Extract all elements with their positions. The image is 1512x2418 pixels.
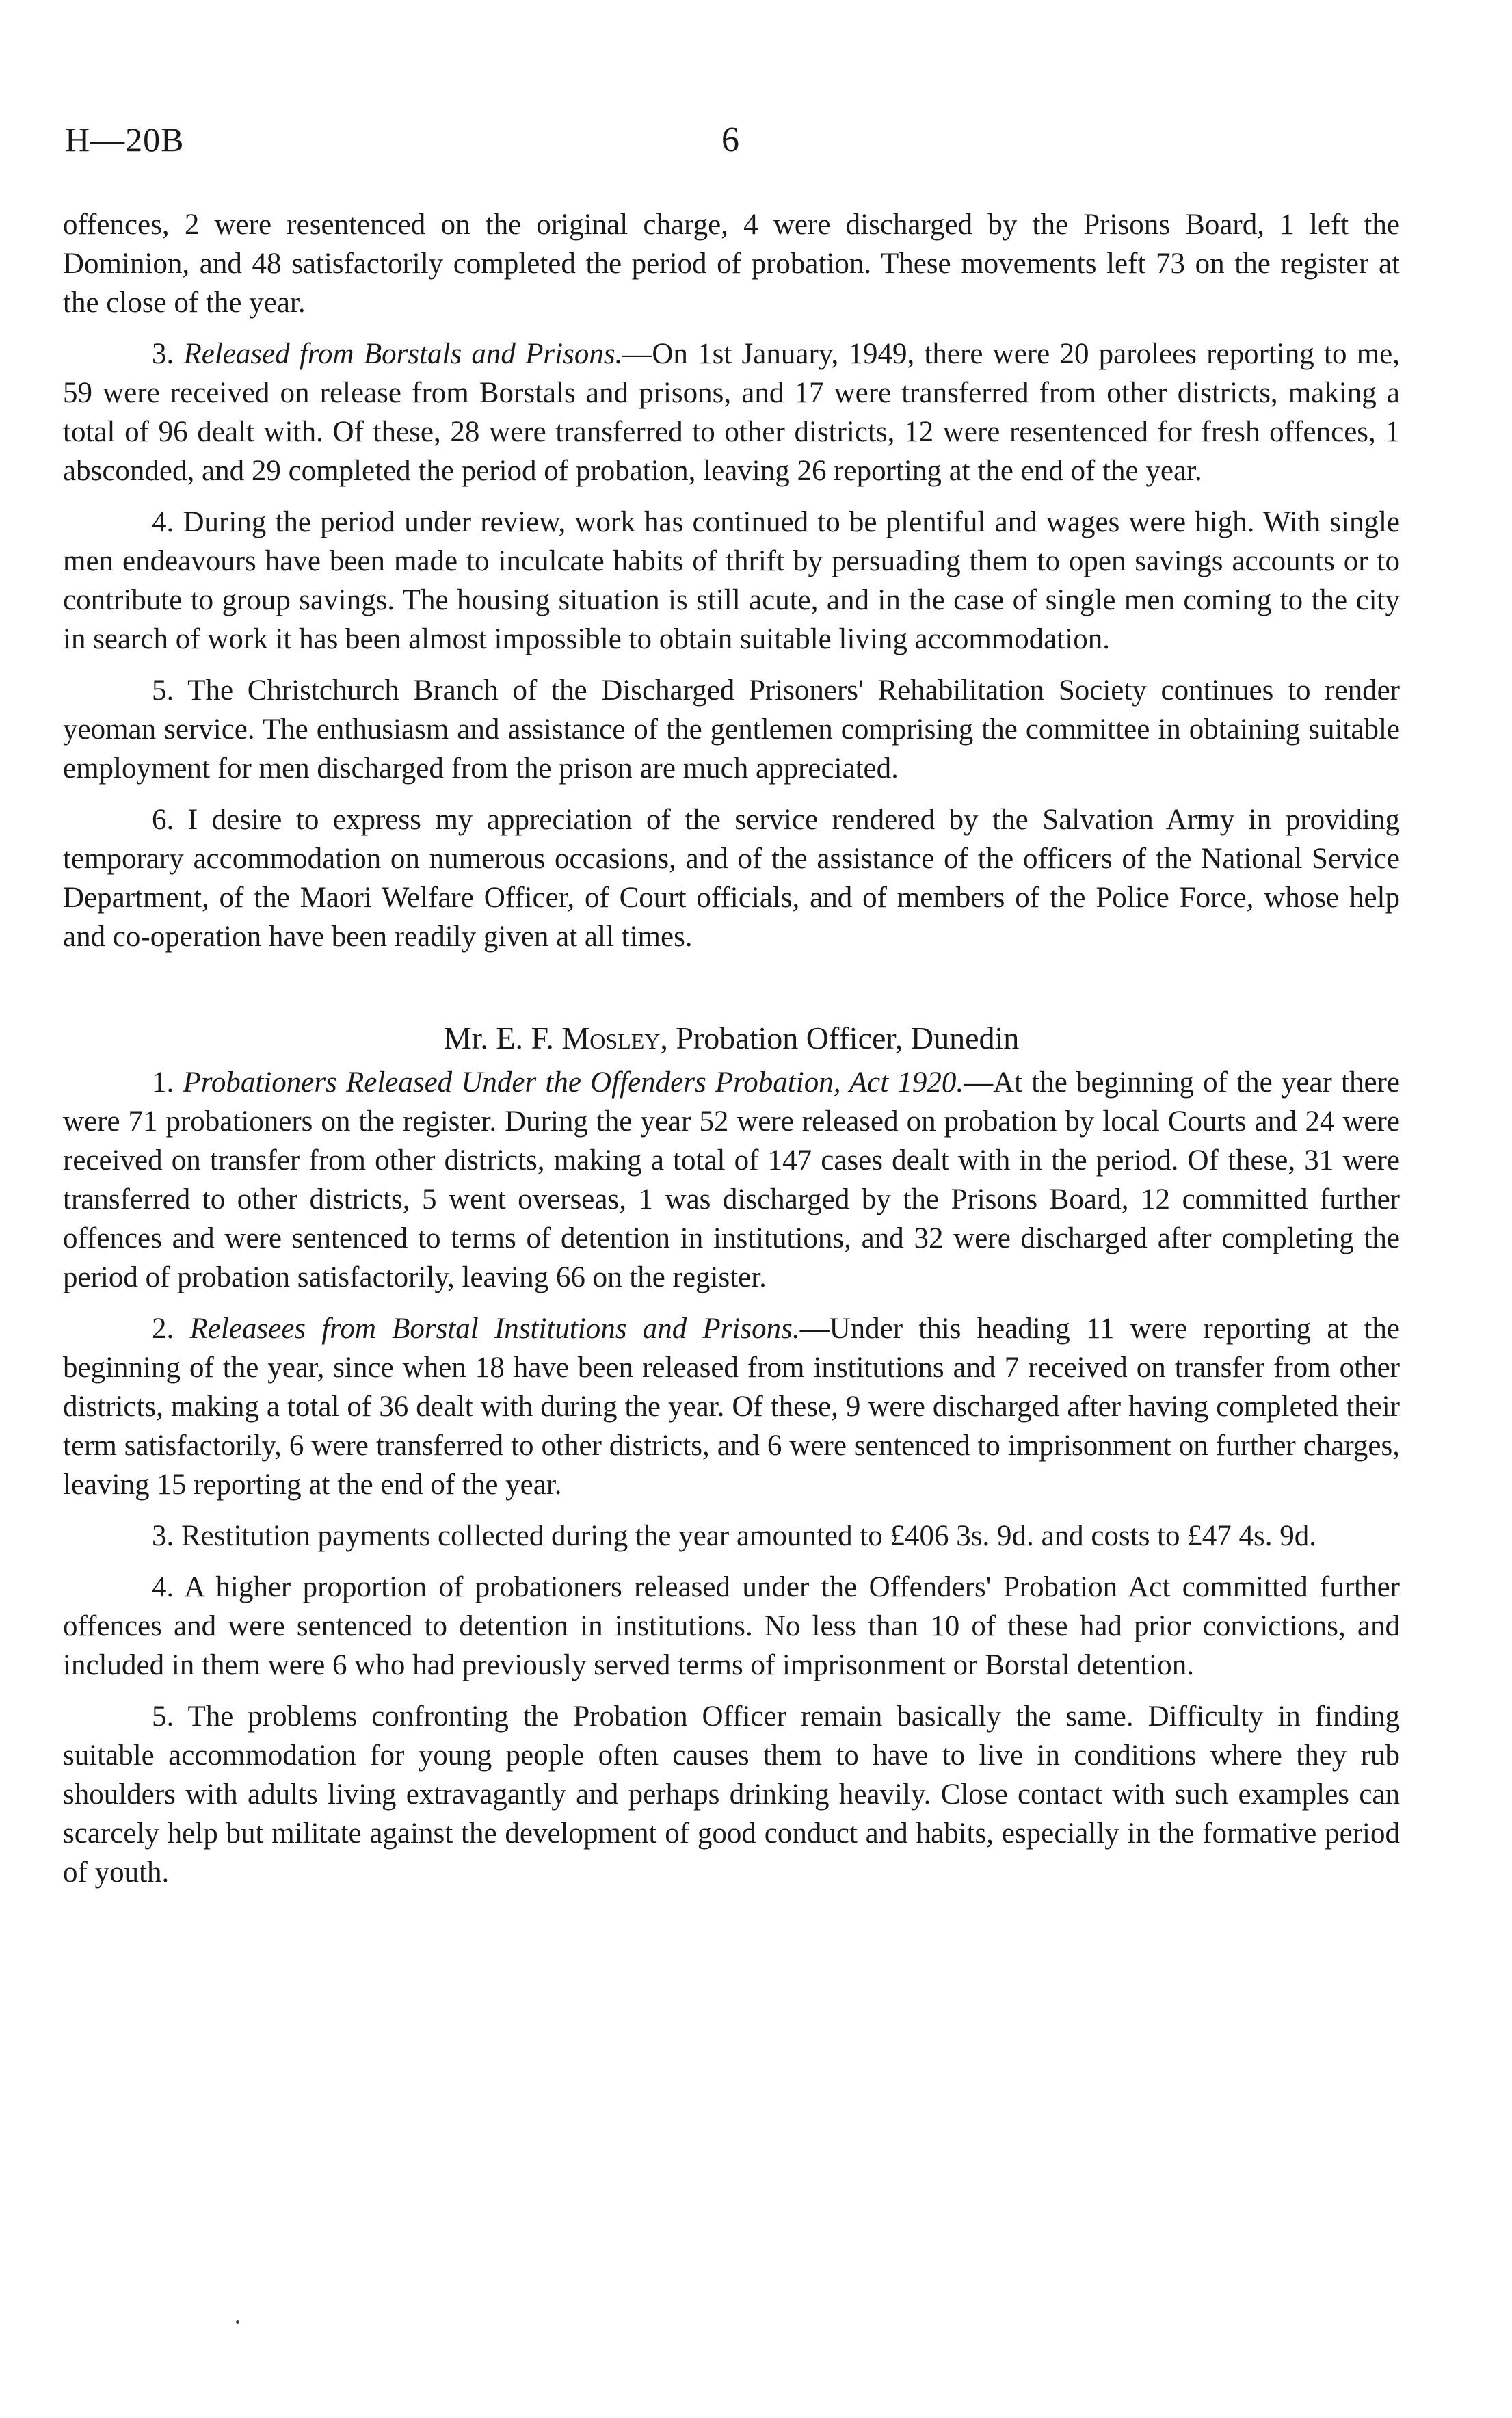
paragraph-text: 3. Restitution payments collected during the year amounted to £406 3s. 9d. and costs to £47 4s. 9d. <box>152 1520 1317 1552</box>
paragraph-number: 1. <box>152 1066 174 1099</box>
section-heading-suffix: , Probation Officer, Dunedin <box>660 1021 1020 1055</box>
paragraph-problems <box>63 1697 1400 1892</box>
end-mark-dot <box>236 2320 239 2324</box>
paragraph-text: offences, 2 were resentenced on the original charge, 4 were discharged by the Prisons Board, 1 left the Dominion, and 48 satisfactorily completed the period of probation. These movements left 73 on the register at the close of the year. <box>63 209 1400 319</box>
paragraph-number: 2. <box>152 1313 174 1345</box>
paragraph-text: 5. The problems confronting the Probation Officer remain basically the same. Difficulty in finding suitable accommodation for young people often causes them to have to live in conditions where they rub shoulders with adults living extravagantly and perhaps drinking heavily. Close contact with such examples can scarcely help but militate against the development of good conduct and habits, especially in the formative period of youth. <box>63 1700 1400 1889</box>
document-body <box>63 205 1400 1904</box>
paragraph-appreciation <box>63 800 1400 956</box>
paragraph-text: —Under this heading 11 were reporting at the beginning of the year, since when 18 have been released from institutions and 7 received on transfer from other districts, making a total of 36 dealt with during the year. Of these, 9 were discharged after having completed their term satisfactorily, 6 were transferred to other districts, and 6 were sentenced to imprisonment on further charges, leaving 15 reporting at the end of the year. <box>63 1313 1401 1501</box>
paragraph-text: —At the beginning of the year there were 71 probationers on the register. During the year 52 were released on probation by local Courts and 24 were received on transfer from other districts, making a total of 147 cases dealt with in the period. Of these, 31 were transferred to other districts, 5 went overseas, 1 was discharged by the Prisons Board, 12 committed further offences and were sentenced to terms of detention in institutions, and 32 were discharged after completing the period of probation satisfactorily, leaving 66 on the register. <box>63 1066 1400 1293</box>
paragraph-heading: Probationers Released Under the Offenders Probation, Act 1920. <box>183 1066 964 1099</box>
section-heading-surname: Mosley <box>561 1021 661 1055</box>
section-heading <box>63 1018 1400 1059</box>
paragraph-probationers-released <box>63 1063 1400 1297</box>
paragraph-rehabilitation-society <box>63 671 1400 788</box>
paragraph-heading: Released from Borstals and Prisons. <box>183 338 623 370</box>
paragraph-higher-proportion <box>63 1568 1400 1685</box>
paragraph-number: 3. <box>152 338 174 370</box>
paragraph-text: 4. A higher proportion of probationers released under the Offenders' Probation Act committed further offences and were sentenced to detention in institutions. No less than 10 of these had prior convictions, and included in them were 6 who had previously served terms of imprisonment or Borstal detention. <box>63 1571 1400 1681</box>
paragraph-released-borstals <box>63 334 1400 490</box>
document-reference: H—20B <box>65 120 185 159</box>
page-header <box>65 120 1440 174</box>
paragraph-releasees-borstal <box>63 1309 1400 1504</box>
paragraph-heading: Releasees from Borstal Institutions and Prisons. <box>189 1313 800 1345</box>
section-heading-prefix: Mr. E. F. <box>443 1021 562 1055</box>
page-number: 6 <box>721 120 739 159</box>
paragraph-text: 4. During the period under review, work has continued to be plentiful and wages were high. With single men endeavours have been made to inculcate habits of thrift by persuading them to open savings accounts or to contribute to group savings. The housing situation is still acute, and in the case of single men coming to the city in search of work it has been almost impossible to obtain suitable living accommodation. <box>63 506 1400 655</box>
paragraph-continued <box>63 205 1400 322</box>
paragraph-restitution <box>63 1516 1400 1555</box>
paragraph-text: —On 1st January, 1949, there were 20 parolees reporting to me, 59 were received on release from Borstals and prisons, and 17 were transferred from other districts, making a total of 96 dealt with. Of these, 28 were transferred to other districts, 12 were resentenced for fresh offences, 1 absconded, and 29 completed the period of probation, leaving 26 reporting at the end of the year. <box>63 338 1401 487</box>
paragraph-work-wages <box>63 503 1400 659</box>
paragraph-text: 6. I desire to express my appreciation of the service rendered by the Salvation Army in providing temporary accommodation on numerous occasions, and of the assistance of the officers of the National Service Department, of the Maori Welfare Officer, of Court officials, and of members of the Police Force, whose help and co-operation have been readily given at all times. <box>63 804 1400 953</box>
paragraph-text: 5. The Christchurch Branch of the Discharged Prisoners' Rehabilitation Society continues to render yeoman service. The enthusiasm and assistance of the gentlemen comprising the committee in obtaining suitable employment for men discharged from the prison are much appreciated. <box>63 674 1400 785</box>
